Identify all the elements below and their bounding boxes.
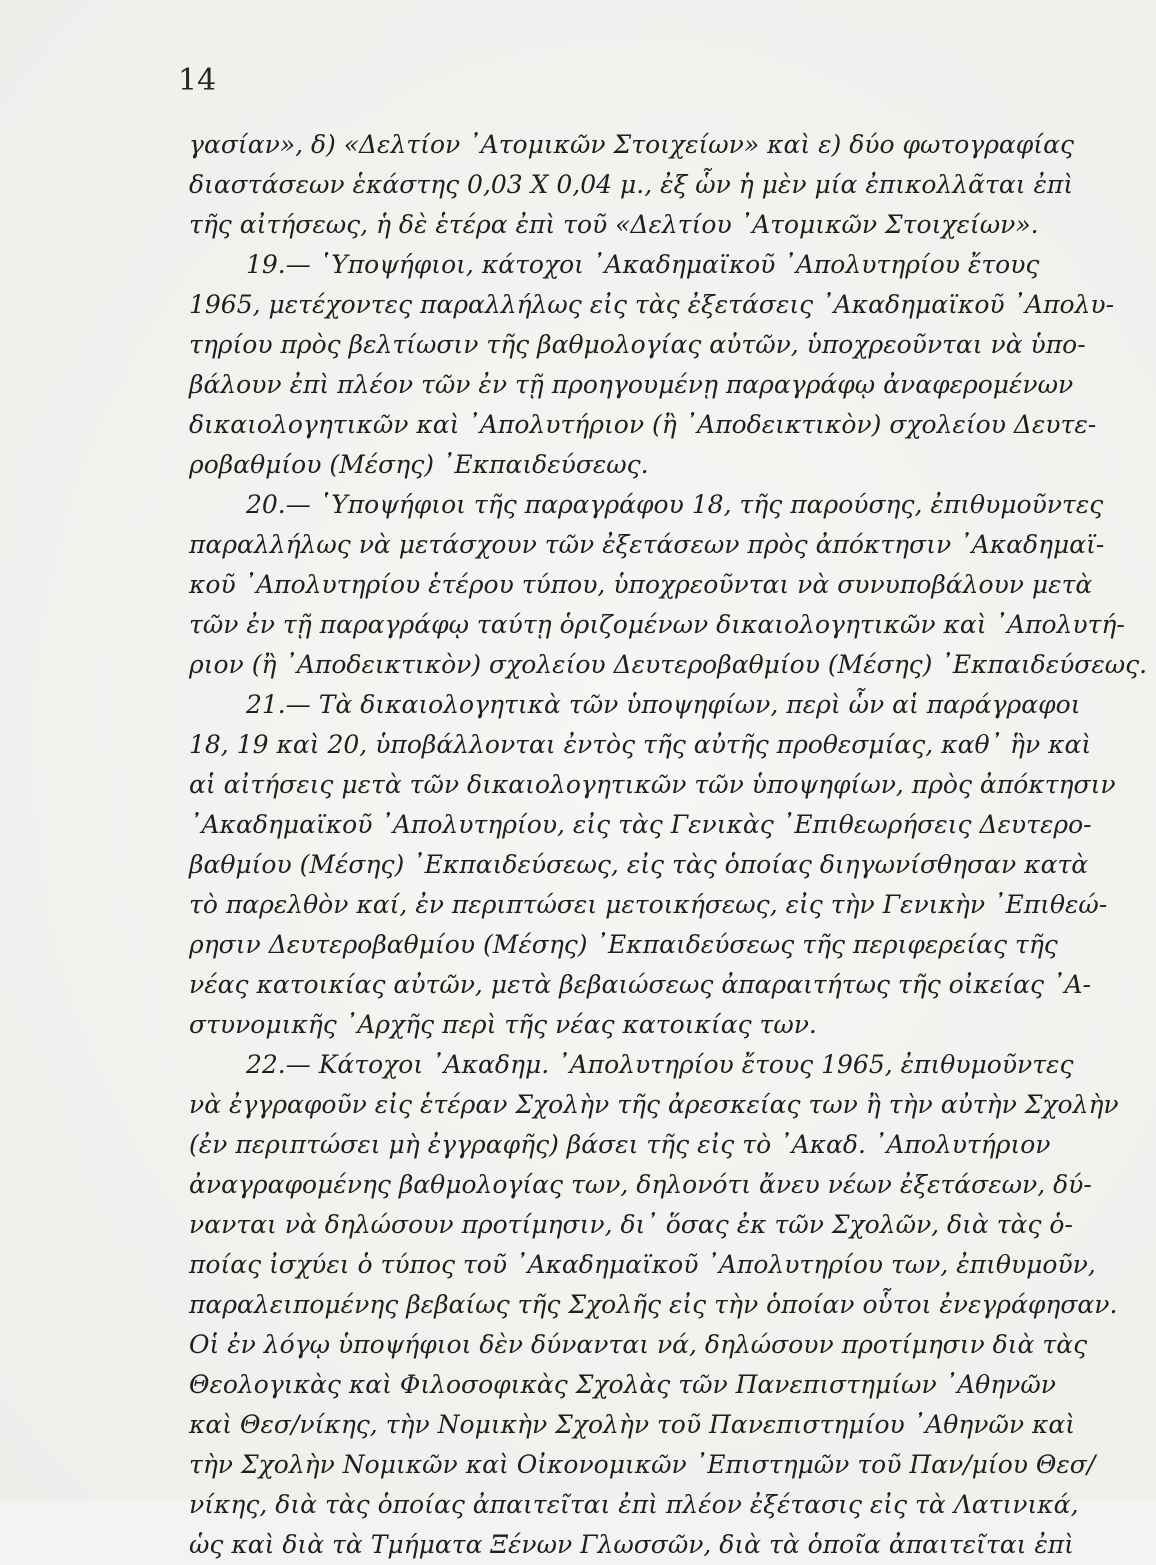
text-line: δικαιολογητικῶν καὶ ᾿Απολυτήριον (ἢ ᾿Αποδεικτικὸν) σχολείου Δευτε- [189,410,1097,439]
text-line: βαθμίου (Μέσης) ᾿Εκπαιδεύσεως, εἰς τὰς ὁποίας διηγωνίσθησαν κατὰ [189,850,1089,879]
text-line: ροβαθμίου (Μέσης) ᾿Εκπαιδεύσεως. [189,450,649,479]
text-line: τῆς αἰτήσεως, ἡ δὲ ἑτέρα ἐπὶ τοῦ «Δελτίου ᾿Ατομικῶν Στοιχείων». [189,210,1039,239]
text-line: παραλλήλως νὰ μετάσχουν τῶν ἐξετάσεων πρὸς ἀπόκτησιν ᾿Ακαδημαϊ- [189,530,1105,559]
text-line: ᾿Ακαδημαϊκοῦ ᾿Απολυτηρίου, εἰς τὰς Γενικὰς ᾿Επιθεωρήσεις Δευτερο- [189,810,1092,839]
text-line: γασίαν», δ) «Δελτίον ᾿Ατομικῶν Στοιχείων» καὶ ε) δύο φωτογραφίας [189,130,1074,159]
text-line: νανται νὰ δηλώσουν προτίμησιν, δι᾿ ὅσας ἐκ τῶν Σχολῶν, διὰ τὰς ὁ- [189,1210,1073,1239]
page-number: 14 [178,63,217,98]
text-line: διαστάσεων ἑκάστης 0,03 Χ 0,04 μ., ἐξ ὧν ἡ μὲν μία ἐπικολλᾶται ἐπὶ [189,170,1074,199]
text-line: τῶν ἐν τῇ παραγράφῳ ταύτῃ ὁριζομένων δικαιολογητικῶν καὶ ᾿Απολυτή- [189,610,1125,639]
paragraph-19-start: 19.— ῾Υποψήφιοι, κάτοχοι ᾿Ακαδημαϊκοῦ ᾿Απολυτηρίου ἔτους [246,250,1040,279]
paragraph-21-start: 21.— Τὰ δικαιολογητικὰ τῶν ὑποψηφίων, περὶ ὧν αἱ παράγραφοι [246,690,1081,719]
text-line: Θεολογικὰς καὶ Φιλοσοφικὰς Σχολὰς τῶν Πανεπιστημίων ᾿Αθηνῶν [189,1370,1056,1399]
text-line: παραλειπομένης βεβαίως τῆς Σχολῆς εἰς τὴν ὁποίαν οὗτοι ἐνεγράφησαν. [189,1290,1118,1319]
text-line: 18, 19 καὶ 20, ὑποβάλλονται ἐντὸς τῆς αὐτῆς προθεσμίας, καθ᾿ ἣν καὶ [189,730,1092,759]
text-line: νίκης, διὰ τὰς ὁποίας ἀπαιτεῖται ἐπὶ πλέον ἐξέτασις εἰς τὰ Λατινικά, [189,1490,1079,1519]
text-line: κοῦ ᾿Απολυτηρίου ἑτέρου τύπου, ὑποχρεοῦνται νὰ συνυποβάλουν μετὰ [189,570,1093,599]
text-line: ἀναγραφομένης βαθμολογίας των, δηλονότι ἄνευ νέων ἐξετάσεων, δύ- [189,1170,1092,1199]
text-line: καὶ Θεσ/νίκης, τὴν Νομικὴν Σχολὴν τοῦ Πανεπιστημίου ᾿Αθηνῶν καὶ [189,1410,1076,1439]
text-line: τὸ παρελθὸν καί, ἐν περιπτώσει μετοικήσεως, εἰς τὴν Γενικὴν ᾿Επιθεώ- [189,890,1108,919]
text-line: 1965, μετέχοντες παραλλήλως εἰς τὰς ἐξετάσεις ᾿Ακαδημαϊκοῦ ᾿Απολυ- [189,290,1115,319]
paragraph-20-start: 20.— ῾Υποψήφιοι τῆς παραγράφου 18, τῆς παρούσης, ἐπιθυμοῦντες [246,490,1104,519]
text-line: τηρίου πρὸς βελτίωσιν τῆς βαθμολογίας αὐτῶν, ὑποχρεοῦνται νὰ ὑπο- [189,330,1086,359]
body-text [189,125,1148,1565]
text-line: τὴν Σχολὴν Νομικῶν καὶ Οἰκονομικῶν ᾿Επιστημῶν τοῦ Παν/μίου Θεσ/ [189,1450,1096,1479]
paragraph-22-start: 22.— Κάτοχοι ᾿Ακαδημ. ᾿Απολυτηρίου ἔτους 1965, ἐπιθυμοῦντες [246,1050,1074,1079]
text-line: νὰ ἐγγραφοῦν εἰς ἑτέραν Σχολὴν τῆς ἀρεσκείας των ἢ τὴν αὐτὴν Σχολὴν [189,1090,1119,1119]
text-line: ποίας ἰσχύει ὁ τύπος τοῦ ᾿Ακαδημαϊκοῦ ᾿Απολυτηρίου των, ἐπιθυμοῦν, [189,1250,1096,1279]
text-line: στυνομικῆς ᾿Αρχῆς περὶ τῆς νέας κατοικίας των. [189,1010,817,1039]
text-line: βάλουν ἐπὶ πλέον τῶν ἐν τῇ προηγουμένῃ παραγράφῳ ἀναφερομένων [189,370,1074,399]
text-line: ρησιν Δευτεροβαθμίου (Μέσης) ᾿Εκπαιδεύσεως τῆς περιφερείας τῆς [189,930,1058,959]
text-line: ριον (ἢ ᾿Αποδεικτικὸν) σχολείου Δευτεροβαθμίου (Μέσης) ᾿Εκπαιδεύσεως. [189,650,1148,679]
text-line: Οἱ ἐν λόγῳ ὑποψήφιοι δὲν δύνανται νά, δηλώσουν προτίμησιν διὰ τὰς [189,1330,1088,1359]
text-line: νέας κατοικίας αὐτῶν, μετὰ βεβαιώσεως ἀπαραιτήτως τῆς οἰκείας ᾿Α- [189,970,1091,999]
text-line: ὡς καὶ διὰ τὰ Τμήματα Ξένων Γλωσσῶν, διὰ τὰ ὁποῖα ἀπαιτεῖται ἐπὶ [189,1530,1074,1559]
text-line: (ἐν περιπτώσει μὴ ἐγγραφῆς) βάσει τῆς εἰς τὸ ᾿Ακαδ. ᾿Απολυτήριον [189,1130,1051,1159]
text-line: αἱ αἰτήσεις μετὰ τῶν δικαιολογητικῶν τῶν ὑποψηφίων, πρὸς ἀπόκτησιν [189,770,1116,799]
